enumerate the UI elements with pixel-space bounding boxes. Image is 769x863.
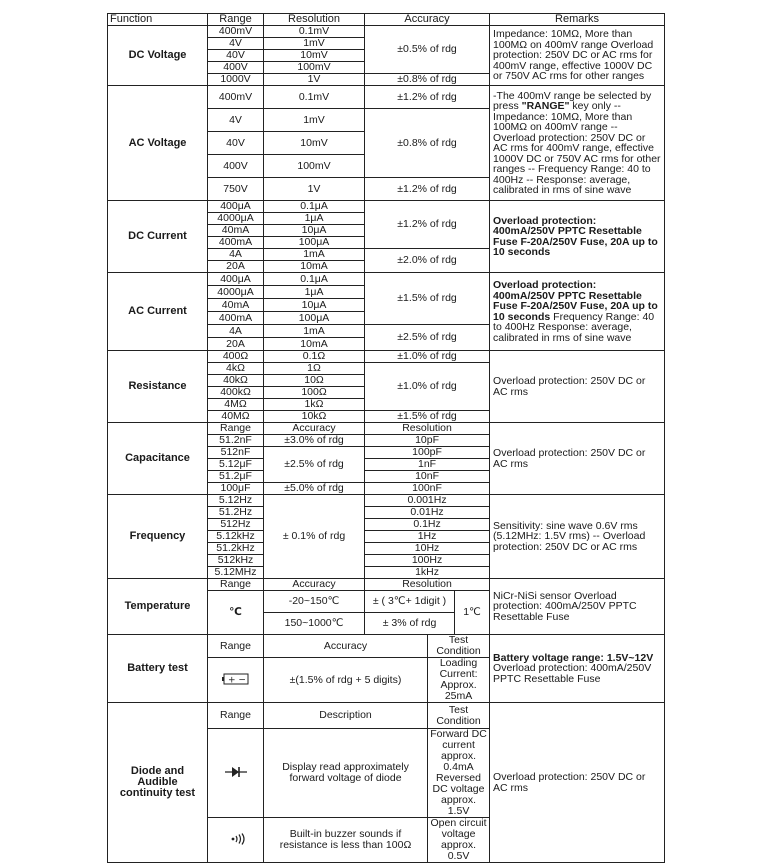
remarks-ac-current <box>490 273 665 351</box>
accuracy-cell: ±0.8% of rdg <box>365 109 490 178</box>
header-remarks: Remarks <box>490 14 665 26</box>
range-cell: 40kΩ <box>208 375 264 387</box>
range-cell: 40V <box>208 50 264 62</box>
range-cell: 400mA <box>208 312 264 325</box>
diode-icon <box>225 769 247 781</box>
accuracy-cell: ±1.0% of rdg <box>365 363 490 411</box>
accuracy-cell: ±1.2% of rdg <box>365 86 490 109</box>
resolution-cell: 0.1Ω <box>264 351 365 363</box>
subheader-accuracy: Accuracy <box>264 423 365 435</box>
resolution-cell: 1mV <box>264 38 365 50</box>
resolution-cell: 1kΩ <box>264 399 365 411</box>
range-cell: 20A <box>208 261 264 273</box>
accuracy-cell: ±0.8% of rdg <box>365 74 490 86</box>
header-accuracy: Accuracy <box>365 14 490 26</box>
subheader-resolution: Resolution <box>365 423 490 435</box>
remarks-dc-current: Overload protection: 400mA/250V PPTC Resettable Fuse F-20A/250V Fuse, 20A up to 10 seconds <box>490 201 665 273</box>
resolution-cell: 1V <box>264 74 365 86</box>
resolution-cell: 1μA <box>264 286 365 299</box>
resolution-cell: 0.1mV <box>264 26 365 38</box>
range-cell: 40mA <box>208 225 264 237</box>
remarks-dc-voltage: Impedance: 10MΩ, More than 100MΩ on 400mV range Overload protection: 250V DC or AC rms for 400mV range, effective 1000V DC or 750V AC rms for other ranges <box>490 26 665 86</box>
function-dc-voltage: DC Voltage <box>108 26 208 86</box>
resolution-cell: 1Hz <box>365 531 490 543</box>
resolution-cell: 10mA <box>264 261 365 273</box>
test-condition-cell: Loading Current: Approx. 25mA <box>428 658 490 703</box>
resolution-cell: 0.1μA <box>264 201 365 213</box>
header-row <box>108 14 665 26</box>
description-cell: Built-in buzzer sounds if resistance is less than 100Ω <box>264 818 428 863</box>
range-cell: 512kHz <box>208 555 264 567</box>
resolution-cell: 1kHz <box>365 567 490 579</box>
buzzer-icon <box>225 836 247 848</box>
svg-text:+ −: + − <box>227 675 246 685</box>
accuracy-cell: ±1.2% of rdg <box>365 201 490 249</box>
resolution-cell: 1Ω <box>264 363 365 375</box>
range-cell: 1000V <box>208 74 264 86</box>
function-diode-continuity: Diode and Audible continuity test <box>108 703 208 863</box>
resolution-cell: 100pF <box>365 447 490 459</box>
subheader-range: Range <box>208 635 264 658</box>
range-cell: 4V <box>208 109 264 132</box>
subheader-accuracy: Accuracy <box>264 579 365 591</box>
range-cell: 5.12Hz <box>208 495 264 507</box>
range-cell: 400mV <box>208 26 264 38</box>
range-cell: 5.12kHz <box>208 531 264 543</box>
subheader-accuracy: Accuracy <box>264 635 428 658</box>
resolution-cell: 100μA <box>264 237 365 249</box>
function-battery-test: Battery test <box>108 635 208 703</box>
resolution-cell: 1mV <box>264 109 365 132</box>
test-condition-cell: Open circuit voltage approx. 0.5V <box>428 818 490 863</box>
test-condition-cell: Forward DC current approx. 0.4mA Reversed DC voltage approx. 1.5V <box>428 729 490 818</box>
remarks-temperature: NiCr-NiSi sensor Overload protection: 400mA/250V PPTC Resettable Fuse <box>490 579 665 635</box>
function-ac-current: AC Current <box>108 273 208 351</box>
accuracy-cell: ±5.0% of rdg <box>264 483 365 495</box>
celsius-range: ℃ <box>208 591 264 635</box>
range-cell: 4000μA <box>208 213 264 225</box>
range-cell: 400V <box>208 155 264 178</box>
accuracy-cell: 150~1000℃ <box>264 613 365 635</box>
range-cell: 512nF <box>208 447 264 459</box>
spec-sheet <box>107 13 664 863</box>
resolution-cell: 1mA <box>264 325 365 338</box>
range-cell: 4V <box>208 38 264 50</box>
range-cell: 4A <box>208 249 264 261</box>
description-cell: Display read approximately forward voltage of diode <box>264 729 428 818</box>
subheader-test-condition: Test Condition <box>428 703 490 729</box>
resolution-cell: 10μA <box>264 299 365 312</box>
range-cell: 51.2Hz <box>208 507 264 519</box>
subheader-range: Range <box>208 423 264 435</box>
resolution-cell: 10Ω <box>264 375 365 387</box>
resolution-cell: 10mV <box>264 132 365 155</box>
resolution-cell: 100mV <box>264 62 365 74</box>
resolution-cell: 10mV <box>264 50 365 62</box>
range-cell: 51.2nF <box>208 435 264 447</box>
accuracy-cell: ±1.5% of rdg <box>365 411 490 423</box>
remark-text: Overload protection: 400mA/250V PPTC Resettable Fuse <box>493 662 652 685</box>
range-cell: 400kΩ <box>208 387 264 399</box>
header-function: Function <box>108 14 208 26</box>
accuracy-cell: -20~150℃ <box>264 591 365 613</box>
function-dc-current: DC Current <box>108 201 208 273</box>
resolution-cell: 0.01Hz <box>365 507 490 519</box>
remark-text: key only -- Impedance: 10MΩ, More than 100MΩ on 400mV range -- Overload protection: 250V DC or AC rms for 400mV range, effective 1000V DC or 750V AC rms for other ranges -- Frequency Range: 40 to 400Hz -- Response: average, calibrated in rms of sine wave <box>493 100 661 196</box>
resolution-cell: 10pF <box>365 435 490 447</box>
remarks-resistance: Overload protection: 250V DC or AC rms <box>490 351 665 423</box>
battery-range <box>208 658 264 703</box>
subheader-resolution: Resolution <box>365 579 490 591</box>
function-ac-voltage: AC Voltage <box>108 86 208 201</box>
range-cell: 5.12MHz <box>208 567 264 579</box>
range-cell: 400Ω <box>208 351 264 363</box>
remarks-frequency: Sensitivity: sine wave 0.6V rms (5.12MHz: 1.5V rms) -- Overload protection: 250V DC or AC rms <box>490 495 665 579</box>
resolution-cell: 100nF <box>365 483 490 495</box>
resolution-cell: 100mV <box>264 155 365 178</box>
range-cell: 4A <box>208 325 264 338</box>
specifications-table <box>107 13 665 863</box>
resolution-cell: 1nF <box>365 459 490 471</box>
resolution-cell: 0.001Hz <box>365 495 490 507</box>
range-cell: 4kΩ <box>208 363 264 375</box>
header-range: Range <box>208 14 264 26</box>
range-cell: 40mA <box>208 299 264 312</box>
remarks-diode: Overload protection: 250V DC or AC rms <box>490 703 665 863</box>
resolution-cell: ± 3% of rdg <box>365 613 455 635</box>
range-cell: 400mA <box>208 237 264 249</box>
battery-icon <box>221 676 251 688</box>
range-cell: 40V <box>208 132 264 155</box>
accuracy-cell: ±(1.5% of rdg + 5 digits) <box>264 658 428 703</box>
accuracy-cell: ±0.5% of rdg <box>365 26 490 74</box>
range-cell: 5.12μF <box>208 459 264 471</box>
range-cell: 400V <box>208 62 264 74</box>
diode-range <box>208 729 264 818</box>
resolution-cell: 10mA <box>264 338 365 351</box>
resolution-cell: 100μA <box>264 312 365 325</box>
resolution-cell: 1℃ <box>455 591 490 635</box>
accuracy-cell: ±2.0% of rdg <box>365 249 490 273</box>
range-cell: 512Hz <box>208 519 264 531</box>
resolution-cell: 10Hz <box>365 543 490 555</box>
subheader-range: Range <box>208 579 264 591</box>
remark-text: Battery voltage range: 1.5V~12V <box>493 651 654 664</box>
remark-text: Overload protection: 400mA/250V PPTC Resettable Fuse F-20A/250V Fuse, 20A up to 10 seconds <box>493 279 658 323</box>
resolution-cell: 1mA <box>264 249 365 261</box>
resolution-cell: 10kΩ <box>264 411 365 423</box>
subheader-range: Range <box>208 703 264 729</box>
resolution-cell: 1μA <box>264 213 365 225</box>
accuracy-cell: ±2.5% of rdg <box>264 447 365 483</box>
resolution-cell: 100Hz <box>365 555 490 567</box>
range-cell: 40MΩ <box>208 411 264 423</box>
header-resolution: Resolution <box>264 14 365 26</box>
range-cell: 400mV <box>208 86 264 109</box>
remark-text: Frequency Range: 40 to 400Hz Response: average, calibrated in rms of sine wave <box>493 310 655 344</box>
function-temperature: Temperature <box>108 579 208 635</box>
resolution-cell: 10μA <box>264 225 365 237</box>
resolution-cell: 100Ω <box>264 387 365 399</box>
remarks-battery <box>490 635 665 703</box>
accuracy-cell: ±1.0% of rdg <box>365 351 490 363</box>
accuracy-cell: ±2.5% of rdg <box>365 325 490 351</box>
subheader-description: Description <box>264 703 428 729</box>
range-cell: 100μF <box>208 483 264 495</box>
range-cell: 51.2μF <box>208 471 264 483</box>
range-cell: 51.2kHz <box>208 543 264 555</box>
range-cell: 4000μA <box>208 286 264 299</box>
function-capacitance: Capacitance <box>108 423 208 495</box>
continuity-range <box>208 818 264 863</box>
range-cell: 20A <box>208 338 264 351</box>
range-cell: 4MΩ <box>208 399 264 411</box>
subheader-test-condition: Test Condition <box>428 635 490 658</box>
function-resistance: Resistance <box>108 351 208 423</box>
resolution-cell: 1V <box>264 178 365 201</box>
accuracy-cell: ±3.0% of rdg <box>264 435 365 447</box>
resolution-cell: 0.1μA <box>264 273 365 286</box>
range-key-label: "RANGE" <box>521 100 570 112</box>
function-frequency: Frequency <box>108 495 208 579</box>
resolution-cell: ± ( 3℃+ 1digit ) <box>365 591 455 613</box>
remarks-capacitance: Overload protection: 250V DC or AC rms <box>490 423 665 495</box>
range-cell: 400μA <box>208 273 264 286</box>
resolution-cell: 10nF <box>365 471 490 483</box>
range-cell: 400μA <box>208 201 264 213</box>
range-cell: 750V <box>208 178 264 201</box>
accuracy-cell: ±1.2% of rdg <box>365 178 490 201</box>
accuracy-cell: ±1.5% of rdg <box>365 273 490 325</box>
remarks-ac-voltage <box>490 86 665 201</box>
resolution-cell: 0.1Hz <box>365 519 490 531</box>
accuracy-cell: ± 0.1% of rdg <box>264 495 365 579</box>
remark-text: -The 400mV range be selected by press <box>493 89 652 112</box>
resolution-cell: 0.1mV <box>264 86 365 109</box>
